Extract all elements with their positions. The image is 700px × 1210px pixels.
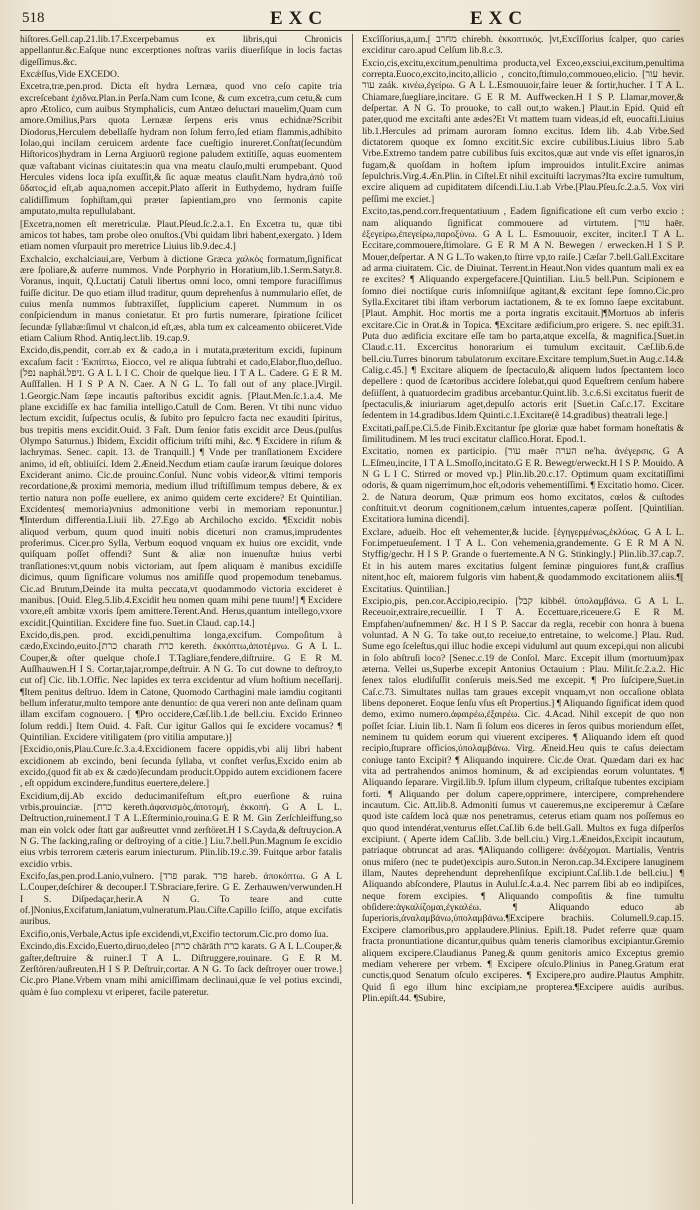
- entry: hiſtores.Gell.cap.21.lib.17.Excerpebamus ex libris,qui Chronicis appellantur.&c.Eaſque nunc excerptiones noſtras variis diuerſiſque in locis factas digeſſimus.&c.: [20, 34, 342, 68]
- entry: Excitatio, nomen ex participio. [עור maēr הערה ne'ha. ἀνέγερσις. G A L.Eſmeu,incite, I T A L.Smoſſo,incitato.G E R. Bewegt/erweckt.H I S P. Mouido. A N G L I C. Stirred or moved vp.] Plin.lib.20.c.17. Optimum quam excitatiſſimi odoris, & quam nigerrimum,hoc eſt,odoris vehementiſſimi. ¶ Excitatio homo. Cicer. 2. de Natura deorum, Quæ primum eos homo excitatos, cœlos & cuſtodes conſtituit.vt deorum cognitionem,cælum intuentes,caperæ poſſent. [Quintilian. Excitatiora lumina dicendi].: [362, 446, 684, 526]
- entry: Excitati,paſſ.pe.Ci.5.de Finib.Excitantur ſpe gloriæ quæ habet formam honeſtatis & ſimilitudinem. M les truci excitatur claſſico.Horat. Epod.1.: [362, 422, 684, 446]
- text-columns: [20, 34, 684, 1204]
- entry: Excito,tas,pend.corr.frequentatiuum , Eadem ſignificatione eſt cum verbo excio : nam aliquando ſignificat commouere ad virtutem. [עור haēr. ἐξεγείρω,ἐπεγείρω,παροξύνω. G A L L. Esmouuoir, exciter, inciter.I T A L. Eccitare,commouere,ſtimolare. G E R M A N. Bewegen / erwecken.H I S P. Mouer,deſpertar. A N G L.To waken,to ſtirre vp,to raiſe.] Cæſar 7.bell.Gall.Excitare ad arma ciuitatem. Cic. de Diuinat. Terrent.in Heaut.Non vides quantum mali ex ea re excites? ¶ Aliquando expergefacere.[Quintilian. Liu.5 bell.Pun. Scipionem e ſomno diei noctiſque curis inſomniiſque agitant,& excitant ſepe ſomno.Cic.pro Sylla.Excitaret tibi iſtam verborum iactationem, & te ex ſomno ſaepe excitabunt. [Plaut. Amphit. Hoc mortis me a porta ingratis excitauit.]¶Mortuos ab inferis excitare.Cic in Orat.& in Topica. ¶Excitare ædificium,pro erigere. S. nec epiſt.31. Puta duo ædificia excitare eſſe tam bo parta,atque excelſa, & magnifica.[Suet.in Claud.c.11. Excercitus honorarium ei tumulum excitauit. Cæſ.lib.6.de bell.ciu.Turres binorum tabulatorum excitare.Excitare templum,Suet.in Aug.c.14.& Calig.c.45.] ¶ Excitare aliquem de ſpectaculo,& aliquem ludos ſpectantem loco depellere : quod de ſcætoribus accidere ſolebat,qui quod Equeſtrem cenſum habere deſiiſſent, à quatuordecim gradibus arcebantur.Quint.lib. 3.c.6.Si excitatus fuerit de ſpectaculis,& iniuriarum aget,depulſo actoris erit [Suet.in Caſ.c.17. Excitare ſedentem in 14.gradibus.Idem Quinti.c.1.Excitare(ẽ 14.gradibus) theatrali lege.]: [362, 206, 684, 422]
- entry: [Excidio,onis,Plau.Cure.ſc.3.a.4.Excidionem facere oppidis,vbi alij libri habent excidionem ab excindo, beni ſecunda ſyllaba, vt conſtet verſus,Excido enim ab excido,(quod fit ab ex & cædo)ſecundam producit.Oppido autem excidionem facere , eſt oppidum excindere,funditus euertere,delere.]: [20, 744, 342, 790]
- right-column: [362, 34, 684, 1204]
- entry: Excidium,dij.Ab excido deducimanifeſtum eſt,pro euerſione & ruina vrbis,prouinciæ. [כרת kereth.ἀφανισμὸς,ἀποτομή, ἐκκοπή. G A L L. Deſtruction,ruinement.I T A L.Eſterminio,rouina.G E R M. Gin Zerſchleiffung,so man ein volck oder ſtatt gar außreuttet vnnd zerſtöret.H I S.Cayda,& deſtruycion.A N G. The ſacking,raſing or deſtroying of a citie.] Liu.7.bell.Pun.Magnum ſe excidio eius vrbis terrorem cæteris earum iniecturum. Plin.lib.19.c.39. Fuitque arbor fatalis excidio vrbis.: [20, 790, 342, 870]
- entry: [Excetra,nomen eſt meretriculæ. Plaut.Pſeud.ſc.2.a.1. En Excetra tu, quæ tibi amicos tot habes, tam probe oleo onuſtos.(Vbi quidam libri habent,exergato. ) Idem etiam nomen vſurpauit pro meretrice Liuius lib.9.dec.4.]: [20, 218, 342, 253]
- page-number: 518: [22, 10, 45, 26]
- entry: Excio,cis,excitu,excitum,penultima producta,vel Exceo,exsciui,excitum,penultima correpta.Euoco,excito,incito,allicio , concito,ſtimulo,commoueo,elicio. [עור hevir. עור zaák. κινέω,ἐγείρω. G A L L.Esmouuoir,faire leuer & ſortir,hucher. I T A L. Chiamare,ſuegliare,incitare. G E R M. Auffwecken.H I S P. Llamar,mover,& deſpertar. A N G. To prouoke, to call out,to waken.] Plaut.in Epid. Quid eſt pater,quod me excitaſti ante ædes?Et Vt mattem tuam videas,id eſt, euocaſti.Liuius lib.1.Hercules ad primam auroram ſomno excitus. Idem lib. 4.ab Vrbe.Sed dictatorem quoque ex ſomno excitit.Sic excire cubilibus.Liuius libro 5.ab Vrbe.Extremo tandem patre cubilibus ſuis excitos,quæ aut vnde vis eſſet ignaros,in fugam,& quoſdam in hoſtem ipſum improuidos intulit.Excire animas ſepulchris.Virg.4.Æn.Plin. in Ciſtel.Et nihil excituiſti lacrymas?Ita excire tumultum, excire aliquem ad cupiditatem diſcendi.Liu.1.ab Vrbe.[Plau.Pſeu.ſc.2.a.5. Vox viri peſſimi me exciet.]: [362, 57, 684, 205]
- header-rule: [20, 30, 680, 31]
- entry: Excindo,dis.Excido,Euerto,diruo,deleo [כרת chārāth כרת karats. G A L L.Couper,& gaſter,deſtruire & ruiner.I T A L. Diſtruggere,rouinare. G E R M. Zerſtören/außreuten.H I S P. Deſtruir,cortar. A N G. To ſack deſtroyer ouer trowe.] Cic.pro Plane.Vrbem vnam mihi amiciſſimam declinaui,quæ ſe vel potius excindi, quàm è ſuo complexu vt eriperet, facile pateretur.: [20, 941, 342, 998]
- left-column: [20, 34, 342, 1204]
- entry: Excido,dis,pen. prod. excidi,penultima longa,excifum. Compoſitum à cædo,Excindo,euito.[כרת charath כרת kereth. ἐκκόπτω,ἀποτέμνω. G A L L. Couper,& oſter quelque choſe.I T.Tagliare,fendere,diſtruire. G E R M. Auſſhauwen.H I S. Cortar,tajar,rompe,deſtruir. A N G. To cut downe to deſtroy,to cut of] Cic. lib.1.Offic. Nec lapides ex terra excidentur ad vſum hoſtium neceſſarij. ¶Item penitus deſtruo. Idem in Catone, Quomodo Carthagini male iamdiu cogitanti bellum inferatur,multo tempore ante denuntio: de qua vereri non ante deſinam quam illam excifam cognouero. [ ¶Pro occidere,Cæſ.lib.1.de bell.ciu. Excido Erinneo ſolum reddi.] Item Ouid. 4. Faſt. Cur igitur Gallos qui ſe excidere vocamus? ¶ Quintilian. Excidere vitiligatem (pro vitilia amputare.)]: [20, 629, 342, 743]
- entry: Excifo,ſas,pen.prod.Lanio,vulnero. [פרד parak. פרד hareb. ἀποκόπτω. G A L L.Couper,deſchirer & decouper.I T.Sbraciare,ferire. G E. Zerhauwen/verwunden.H I S. Diſpedaçar,herir.A N G. To teare and cutte of.]Nonius,Excifatum,laniatum,vulneratum.Plau.Ciſte.Capillo ſciſſo, atque excifatis auribus.: [20, 871, 342, 928]
- entry: Excipio,pis, pen.cor.Accipio,recipio. [קבל kibbél. ὑπολαμβάνω. G A L L. Receuoir,extraire,recueillir. I T A. Eccettuare,riceuere.G E R M. Empfahen/aufnemmen/ &c. H I S P. Saccar da regla, recebir con honra à buena voluntad. A N G. To take out,to receiue,to entretaine, to welcome.] Plau. Rud. Sume ego ſceleſtus,qui illuc hodie excepi viduluml aut quum excepi,qui non alicubi in ſolo abſtruſi loco? [Senec.c.19 de Conſol. Marc. Excepit illum (mortuum)pax æterna. Vellei us,Superbe excepit Antonius Octauium : Plau. Milit.ſc.2.a.2. Hic ſenex talos eludiſuſſit conſeruis meis.Sed me excepit. ¶ Pro ſuſcipere,Suet.in Caſ.c.73. Simultates nullas tam graues excepit vnquam,vt non occaſione oblata libens deponeret. Eoque ſenſu vſus eſt Propertius.] ¶ Aliquando ſignificat idem quod demo, eximo numero.ἀφαιρέω,ἐξαιρέω. Cic. 4.Acad. Nihil excepit de quo non poſſet ſciar. Liuin lib.1. Nam ſi ſolum eos diceres in ſeros quibus moriendum eſſet, neminem tu quidem eorum qui viuerent exciperes. ¶ Aliquando idem eſt quod recipio,ſtuprare officios,ὑπολαμβάνω. Virg. Æneid.Heu quis te caſus deiectam coniuge tanto Excipit? ¶ Aliquando inquirere. Cic.de Orat. Quædam dari ex hac vita ad pertrahendos animos hominum, & ad excipiendas eorum voluntates. ¶ Aliquando ſeparare. Virgil.lib.9. Ipſum illum clypeum, criſtaſque tubentes excipiam forti. ¶ Aliquando per dolum capere,opprimere, intercipere, comprehendere incautum. Cic. Att.lib.8. Admoniti ſumus vt caueremus,ne exciperemur à Cæſare quod iste caſdem locà quæ nos penetramus, ceterus etiam quam nos poſſemus eo quo quod intendérat,venturus eſſet.Caſ.lib 6.de bell.Gall. Multos ex fuga diſperſos excipiunt. ( Aperte idem Caſ.lib. 3.de bell.ciu.) Virg.1.Æneidos,Excipit incautum, patriaque obtruncat ad aras. ¶Aliquando colligere: ἀνδέχομαι. Martialis, Ventris onus miſero (nec te pudet)excipis auro.Suton.in Neron.cap.34.Excipere lanuginem illam, Nautes deprehendunt deprehenſiſque excipiunt.Caſ.lib.1.de bell.ciu.] ¶ Aliquando abſcondere, Plautus in Aulul.ſc.4.a.4. Nec parrem ſibi ab eo indipiſces, neque forem excipies. ¶ Aliquando compoſitis & fine tumultu obſidere:ἀγκαλίζομαι,ἐγκαλέω. ¶ Aliquando educo ab ſuperioris,ἀναλαμβάνω,ὑπολαμβάνω.¶Excipere brachiis. Columell.9.cap.15. Excipere clamoribus,pro applaudere.Plinius. Epiſt.18. Pudet referre quæ quam fracta pronuntiatione dicantur,quibus quàm teneris clamoribus excipiantur.Gremio aliquem excipere.Claudianus Paneg.& quum genitoris amico Exceptus gremio mediam veherere per vrbem. ¶ Excipere oſculo.Plinius in Paneg.Gratum erat cunctis,quod Senatum oſculo exciperes. ¶ Excipere,pro audire.Plautus Amphitr. Quid ſi ego illum hinc excipiam,ne propterea.¶Excipere auidis auribus. Plin.epiſt.44. ¶Subire,: [362, 595, 684, 1004]
- entry: Exclare, adueib. Hoc eſt vehementer,& lucide. [ἐγηγερμένως,ἐκλύως. G A L L. For.impetueuſement. I T A L. Con vehemenia,grandemente. G E R M A N. Styffig/gechr. H I S P. Grande o fuertemente.A N G. Stinkingly.] Plin.lib.37.cap.7. Et in his autem mares excitatius ſulgent ſeminæ pinguiores funt,& craſſius nitent,hoc eſt, maiorem fulgoris vim habent,& quodammodo excitationem aliis.¶[ Excitatius. Quintilian.]: [362, 526, 684, 595]
- running-head-left: EXC: [270, 8, 329, 29]
- entry: Excifio,onis,Verbale,Actus ipſe excidendi,vt,Excifio tectorum.Cic.pro domo ſua.: [20, 928, 329, 940]
- running-head-right: EXC: [470, 8, 529, 29]
- entry: Excǽſſus,Vide EXCEDO.: [20, 69, 120, 81]
- column-divider: [352, 34, 353, 1204]
- entry: Exchalcio, exchalciaui,are, Verbum à dictione Græca χαλκὸς formatum,ſignificat ære ſpoliare,& auferre nummos. Vnde Porphyrio in Horatium,lib.1.Serm.Satyr.8. Voranus, inquit, Q.Luctatij Catuli libertus omni loco, omni tempore furaciſſimus fuiſſe dicitur. De quo etiam illud traditur, quum deprehenſus à nummulario eſſet, de cuius menſa nummos ſubtraxiſſet, ſupplicium caperet. Nummum in os conſpiciendum in manus conietatur. Et pro furtis numerare, ſpiratione ſcilicet ſecundæ ſyllabæ:ſimul vt chalcon,id eſt,æs, abla tum ex calceamento obiiceret.Vide etiam Calium Rhod. Antiq.lect.lib. 19.cap.9.: [20, 253, 342, 344]
- entry: Excetra,træ,pen.prod. Dicta eſt hydra Lernæa, quod vno ceſo capite tria excreſcebant ἐχιδνα.Plan.in Perſa.Nam cum Icone, & cum excetra,cum cetu,& cum apro Ætolico, cum auibus Stymphalicis, cum Antæo deluctari mauelim,Quam cum amore.Omilius,Pars quota Lernææ ſerpens eris vnus echidnæ?Scribit Diodorus,Herculem debellaſſe hydram non ſolum ferro,ſed etiam flammis,adhibito Iolao,qui incilam ceruicem ardente face cueſtigio inureret.Conſtat(ſecundùm Hiſtoricos)hydram in Lerna Argiuorū regione paludem extitiſſe, aquas euomentem quæ vaſtabant vicinas ciuitates:in qua vna meatu clauſo,multi erumpebant. Quod Hercules videns loca ipſa exuſſit,& ſic aquæ meatus clauſit.Nam hydra,ἀπὸ τοῦ ὕδατος,id eſt,ab aqua,nomen accepit.Plato aſſerit in Euthydemo, hydram fuiſſe calidiſſimum ſophiſtam,qui præter ſapientiam,pro vno ſermonis capite amputato,multa repullulabant.: [20, 81, 342, 218]
- entry: Excîſſorius,a,um.[ מחרב chirebh. ἐκκοπτικός. ]vt,Excîſſorius ſcalper, quo caries exciditur caro.apud Celſum lib.8.c.3.: [362, 34, 684, 57]
- entry: Excido,dis,pendit, corr.ab ex & cado,a in i mutata,præteritum excidi, ſupinum excaſum facit : Ἐκπίπτω, Eiocco, vel re aliqua ſubtrahi et cado,Elabor,fluo,deſluo. [נפל naphál.ניפל. G A L L I C. Choir de quelque lieu. I T A L. Cadere. G E R M. Auſſfallen. H I S P A N. Caer. A N G L. To fall out of any place.]Virgil. 1.Georgic.Nam ſæpe incautis paſtoribus excidit agnis. [Plaut.Men.ſc.1.a.4. Me plane excidiſſe ex hac familia intelligo.Catull de Com. Beren. Vt tibi nunc viduo lectum excidit, ſuſpectus oculis, & ſubito pro ſepulcro facta nec exauditi ſpiritus, bus trepitis mens excidit.Ouid. 3 Faſt. Dum ſenior fatis excidit arce Deus.(pulſus Olympo Saturnus.) Ibidem, Excidit officium triſti mihi, &c. ¶ Excidere in riſum & lachrymas. Senec. capit. 13. de Tranquill.] ¶ Vnde per tranſlationem Excidere animo, id eſt, obliuiſci. Idem 2.Æneid.Necdum etiam cauſæ irarum ſæuique dolores Exciderant animo. Cic.de prouinc.Conſul. Nunc vobis videor,& vltimi temporis recordatione,& proximi memoria, medium illud triſtiſſimum tempus debere, & ex tertio natura non poſſe euellere, ex animo quidem certe excidere? Et Quintilian. Excidentes( memoria)vnius admonitione verbi in memoriam reponuntur.] ¶Interdum differentia.Liuii lib. 27.Ego ab Archilocho excido. ¶Excidit nobis aliquod verbum, quum quod inuiti nobis diceturi non cramus,imprudentes proferimus. Cicer.pro Sylla, Verbum eoquod vnquam ex huius ore excidit, vnde quiſquam poſſet offendi? Sunt & aliæ non inuenuſtæ huius verbi tranſlationes:vt,quum nobis victoriam, aut ſpem aliquam è manibus excidiſſe dicimus, quum ſignificare volumus nos amiſiſſe quod propemodum tenebamus. Cic.ad Brutum,Deinde ita multa peccata,vt quodammodo victoria excideret è manibus. [Ouid. Eleg.5.lib.4.Excidit heu nomen quam mihi pene tuum!] ¶ Excidere vxore,eſt ambitæ vxoris ſpem amittere.Terent.And. Herus,quantum intellego,vxore excidit.[Quintilian. Excidere fine fuo. Suet.in Claud. cap.14.]: [20, 345, 342, 629]
